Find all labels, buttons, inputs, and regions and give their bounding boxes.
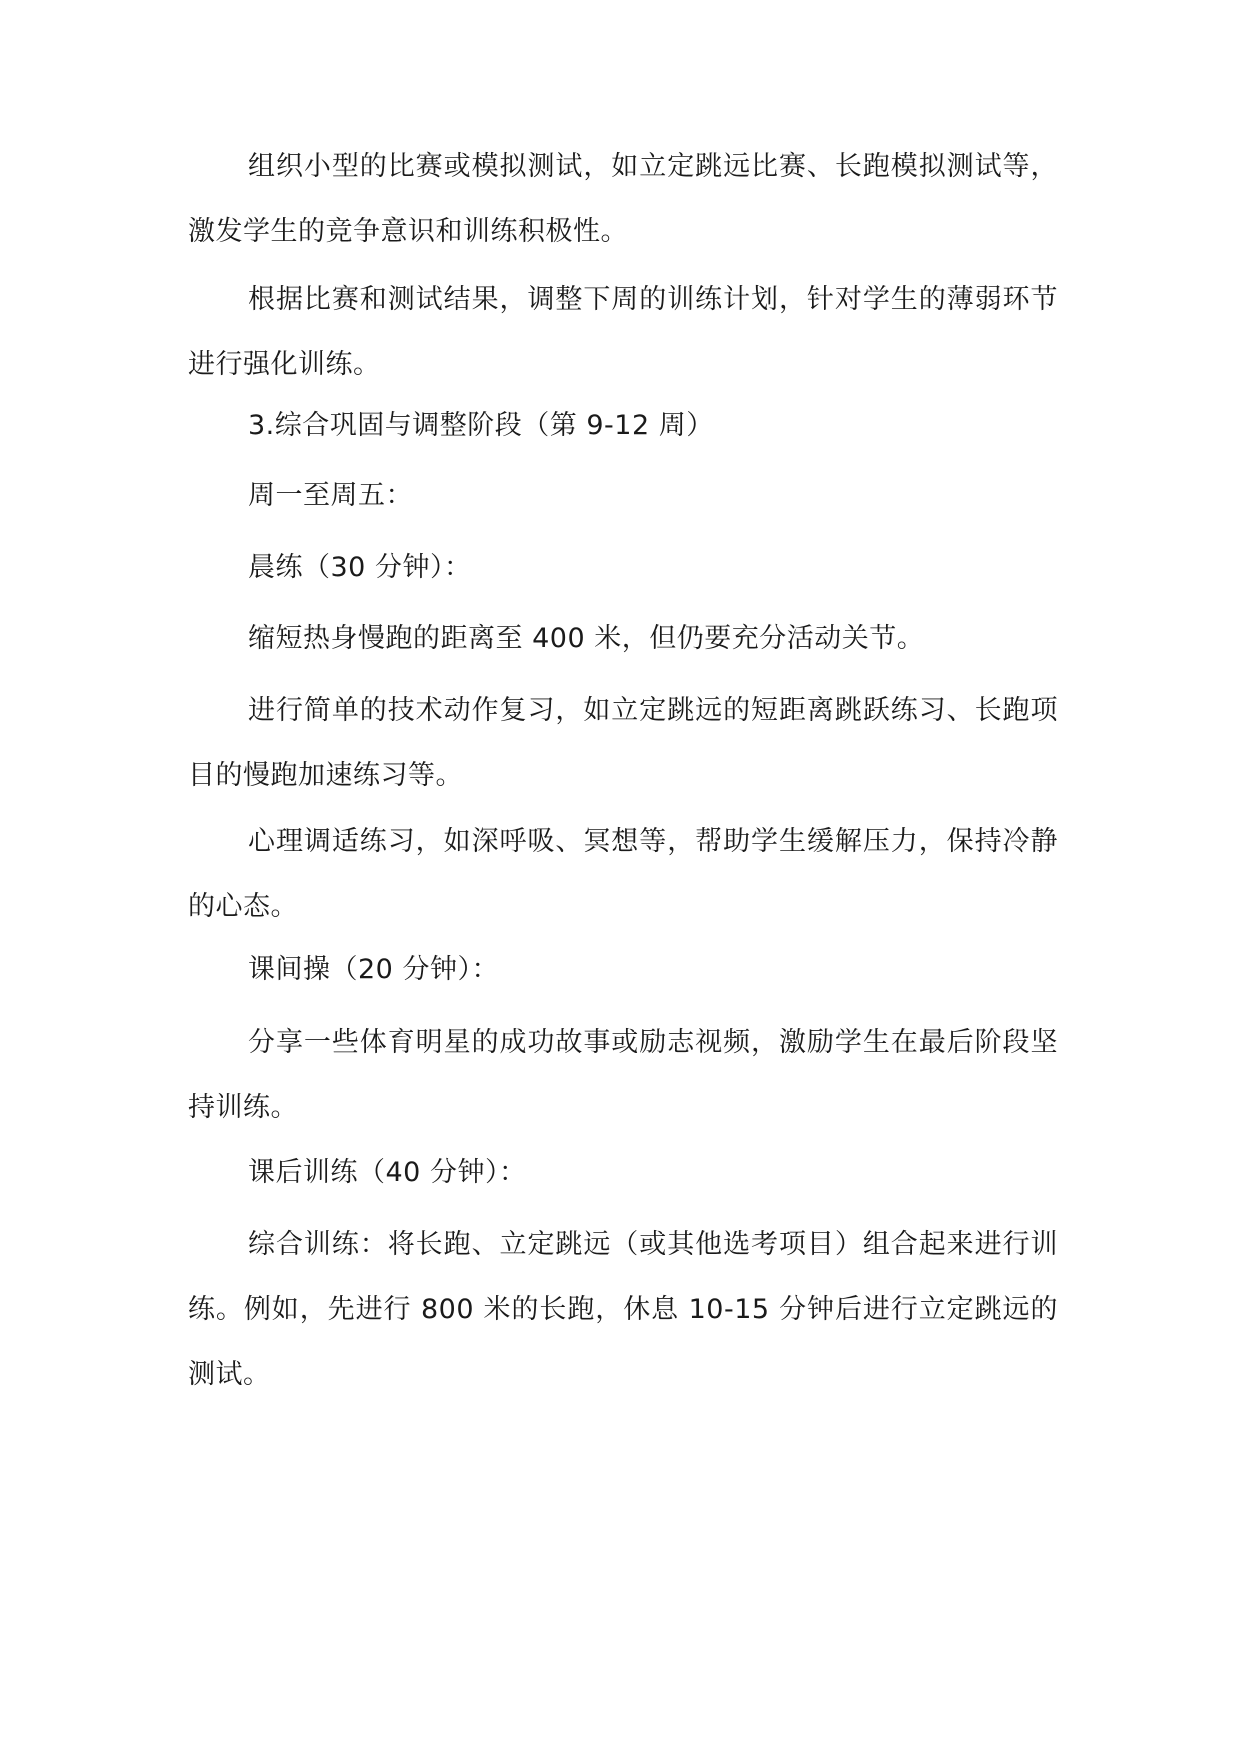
paragraph-mental-practice: 心理调适练习，如深呼吸、冥想等，帮助学生缓解压力，保持冷静的心态。 [188,826,1058,922]
paragraph-weekdays: 周一至周五： [248,480,413,511]
section-heading-stage-3: 3.综合巩固与调整阶段（第 9-12 周） [248,410,714,441]
paragraph-technique-review: 进行简单的技术动作复习，如立定跳远的短距离跳跃练习、长跑项目的慢跑加速练习等。 [188,695,1058,791]
document-page [188,0,1058,1754]
paragraph-combined-training: 综合训练：将长跑、立定跳远（或其他选考项目）组合起来进行训练。例如，先进行 800 米的长跑，休息 10-15 分钟后进行立定跳远的测试。 [188,1229,1058,1390]
paragraph-competition: 组织小型的比赛或模拟测试，如立定跳远比赛、长跑模拟测试等，激发学生的竞争意识和训练积极性。 [188,151,1058,247]
paragraph-break-exercise: 课间操（20 分钟）： [248,954,499,985]
paragraph-adjust-plan: 根据比赛和测试结果，调整下周的训练计划，针对学生的薄弱环节进行强化训练。 [188,284,1058,380]
paragraph-inspiration: 分享一些体育明星的成功故事或励志视频，激励学生在最后阶段坚持训练。 [188,1027,1058,1123]
paragraph-morning-exercise: 晨练（30 分钟）： [248,552,472,583]
paragraph-after-class: 课后训练（40 分钟）： [248,1157,527,1188]
paragraph-warmup-jog: 缩短热身慢跑的距离至 400 米，但仍要充分活动关节。 [248,623,925,654]
